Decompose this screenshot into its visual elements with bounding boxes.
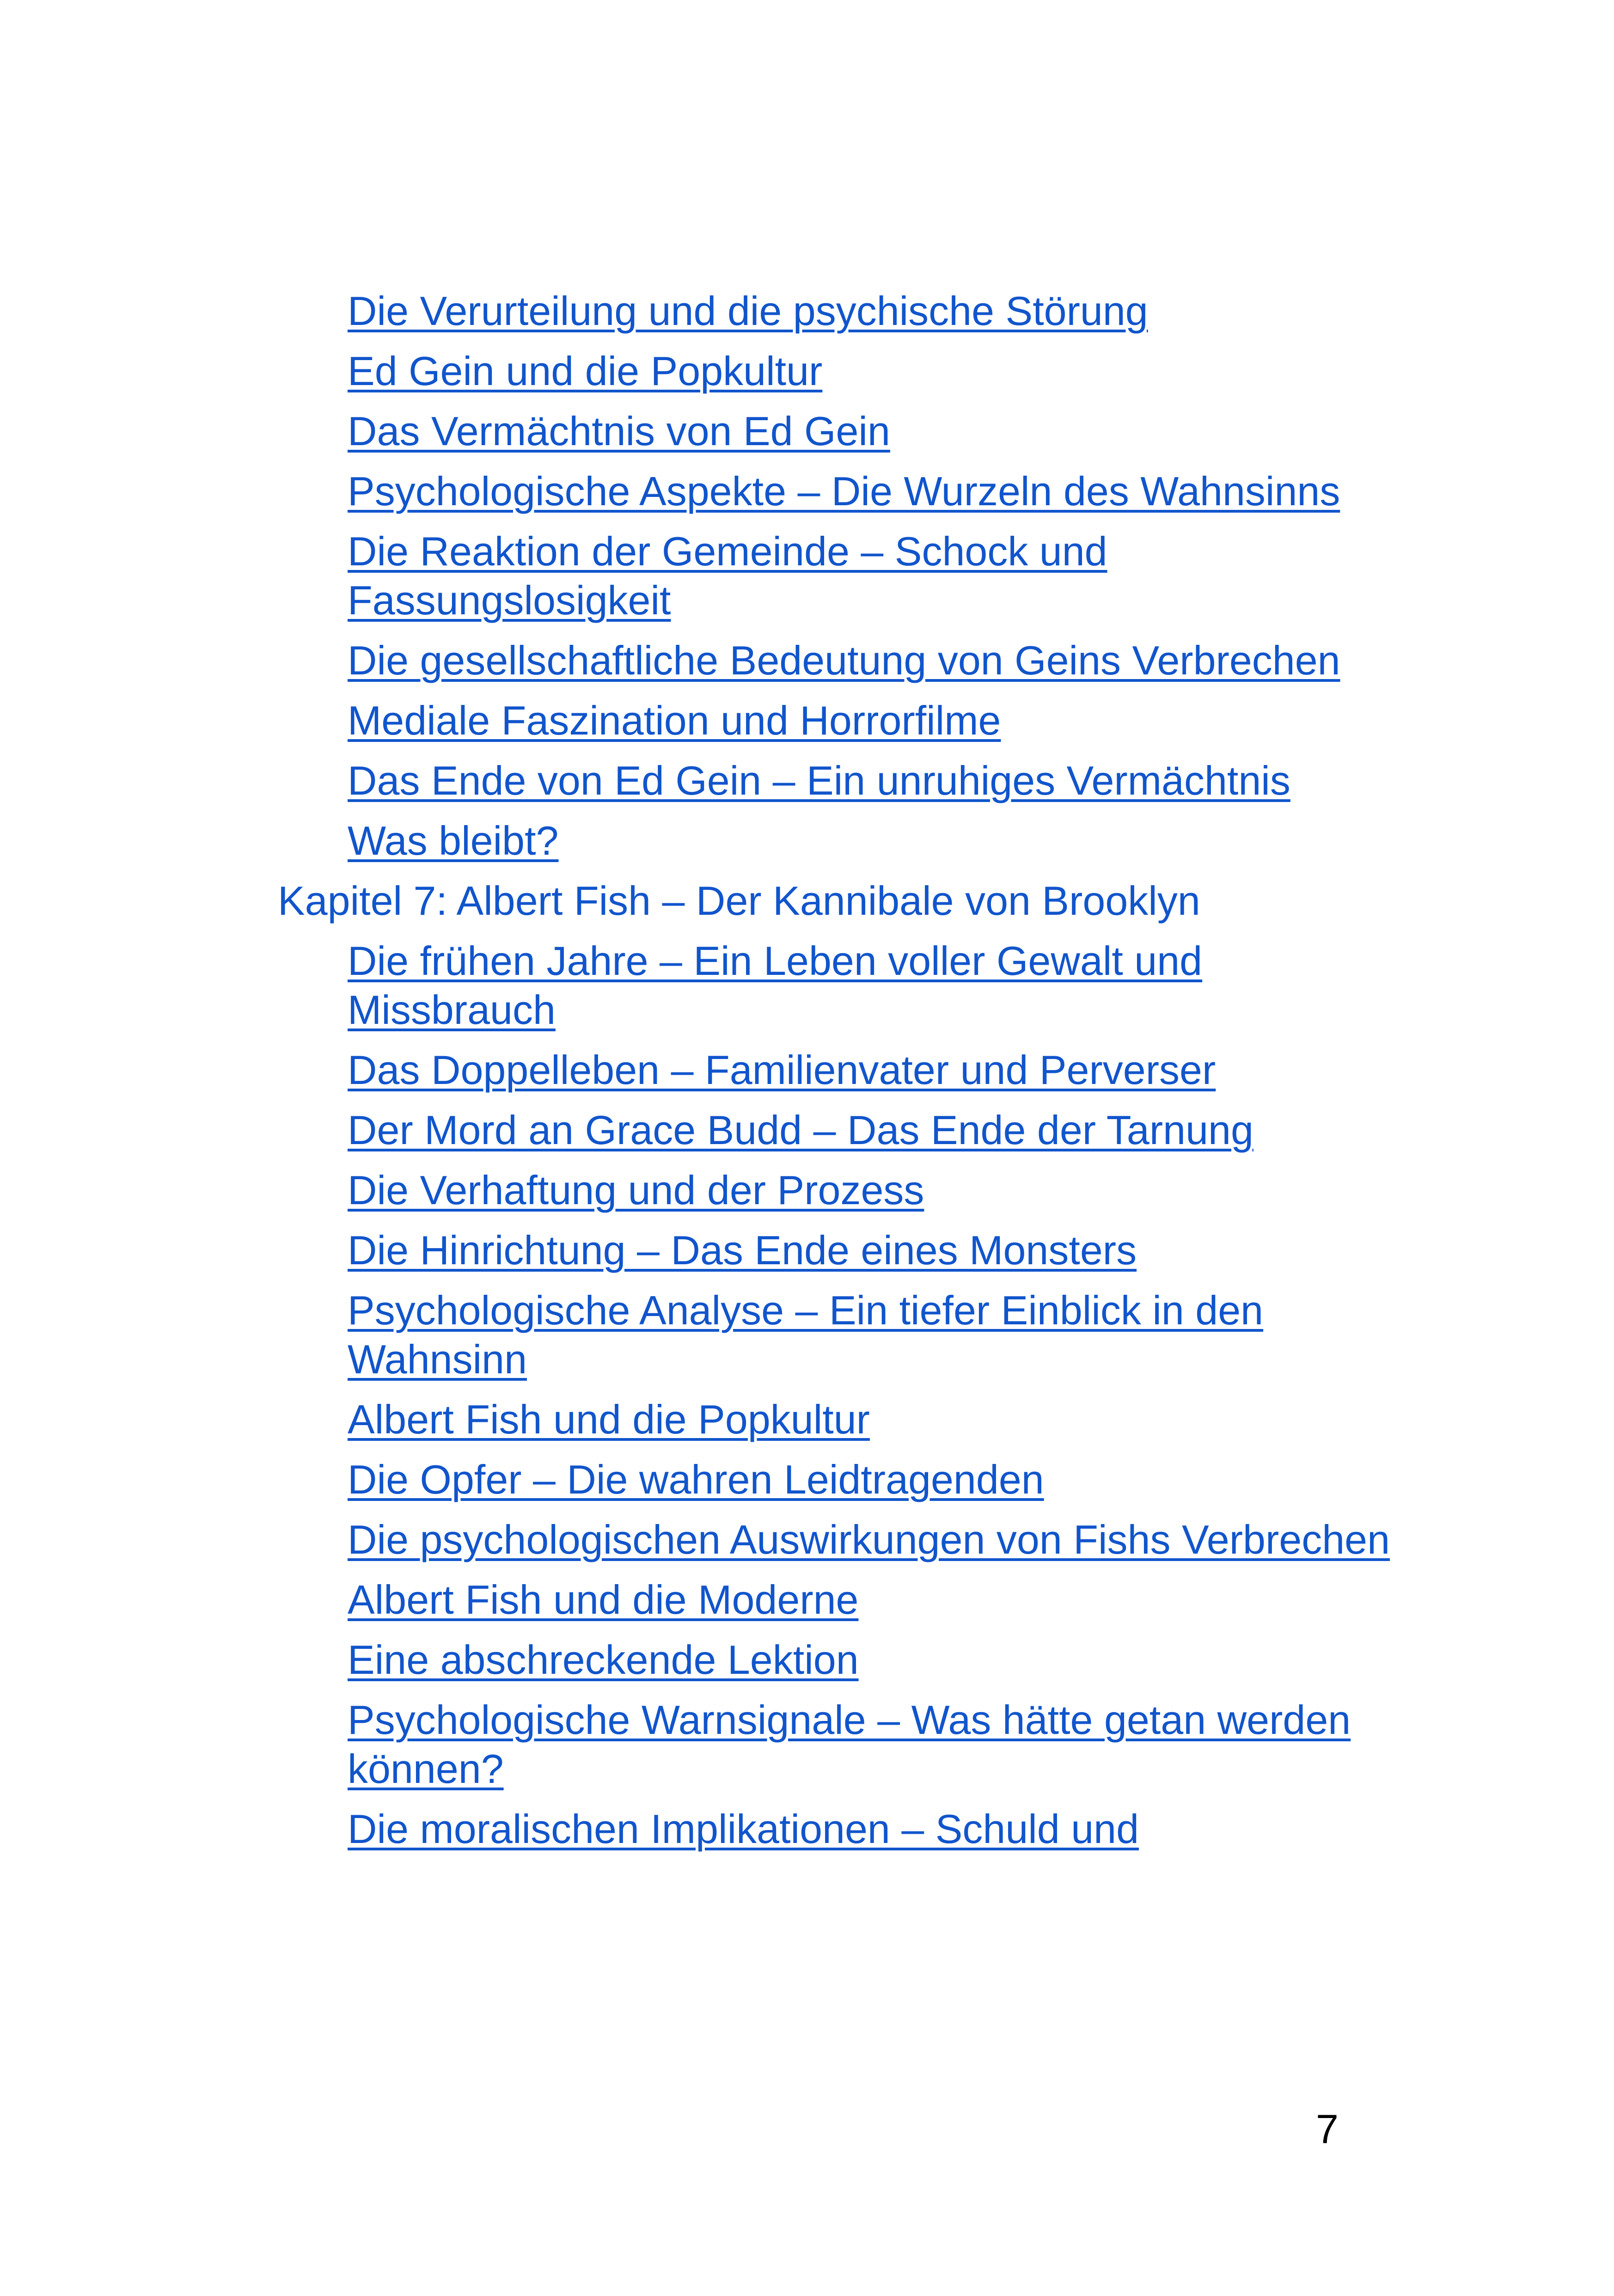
toc-entry[interactable]: Albert Fish und die Popkultur: [348, 1396, 870, 1442]
toc-entry[interactable]: Ed Gein und die Popkultur: [348, 348, 823, 394]
toc-entry[interactable]: Die Hinrichtung – Das Ende eines Monsters: [348, 1227, 1137, 1273]
toc-entry[interactable]: Die gesellschaftliche Bedeutung von Geins Verbrechen: [348, 637, 1340, 683]
page-number: 7: [1316, 2106, 1339, 2152]
toc-entry[interactable]: Eine abschreckende Lektion: [348, 1637, 859, 1683]
toc-entry[interactable]: Psychologische Warnsignale – Was hätte getan werden können?: [348, 1697, 1351, 1792]
toc-chapter-entry[interactable]: Kapitel 7: Albert Fish – Der Kannibale von Brooklyn: [278, 878, 1200, 924]
toc-entry[interactable]: Die Reaktion der Gemeinde – Schock und Fassungslosigkeit: [348, 528, 1107, 623]
toc-entry[interactable]: Das Doppelleben – Familienvater und Perverser: [348, 1047, 1216, 1093]
toc-entry[interactable]: Mediale Faszination und Horrorfilme: [348, 698, 1001, 743]
toc-entry[interactable]: Die Verhaftung und der Prozess: [348, 1167, 924, 1213]
toc-entry[interactable]: Psychologische Aspekte – Die Wurzeln des Wahnsinns: [348, 468, 1340, 514]
toc-entry[interactable]: Albert Fish und die Moderne: [348, 1577, 859, 1623]
toc-entry[interactable]: Die Verurteilung und die psychische Störung: [348, 288, 1148, 334]
toc-entry[interactable]: Die psychologischen Auswirkungen von Fishs Verbrechen: [348, 1517, 1390, 1562]
toc-entry[interactable]: Die moralischen Implikationen – Schuld und: [348, 1806, 1139, 1852]
toc-entry[interactable]: Psychologische Analyse – Ein tiefer Einblick in den Wahnsinn: [348, 1287, 1264, 1382]
toc-entry[interactable]: Das Ende von Ed Gein – Ein unruhiges Vermächtnis: [348, 758, 1290, 803]
toc-entry[interactable]: Die frühen Jahre – Ein Leben voller Gewalt und Missbrauch: [348, 938, 1203, 1033]
toc-entry[interactable]: Der Mord an Grace Budd – Das Ende der Tarnung: [348, 1107, 1253, 1153]
table-of-contents: [0, 287, 1614, 1865]
toc-entry[interactable]: Das Vermächtnis von Ed Gein: [348, 408, 890, 454]
toc-entry[interactable]: Die Opfer – Die wahren Leidtragenden: [348, 1457, 1044, 1502]
toc-entry[interactable]: Was bleibt?: [348, 818, 559, 863]
